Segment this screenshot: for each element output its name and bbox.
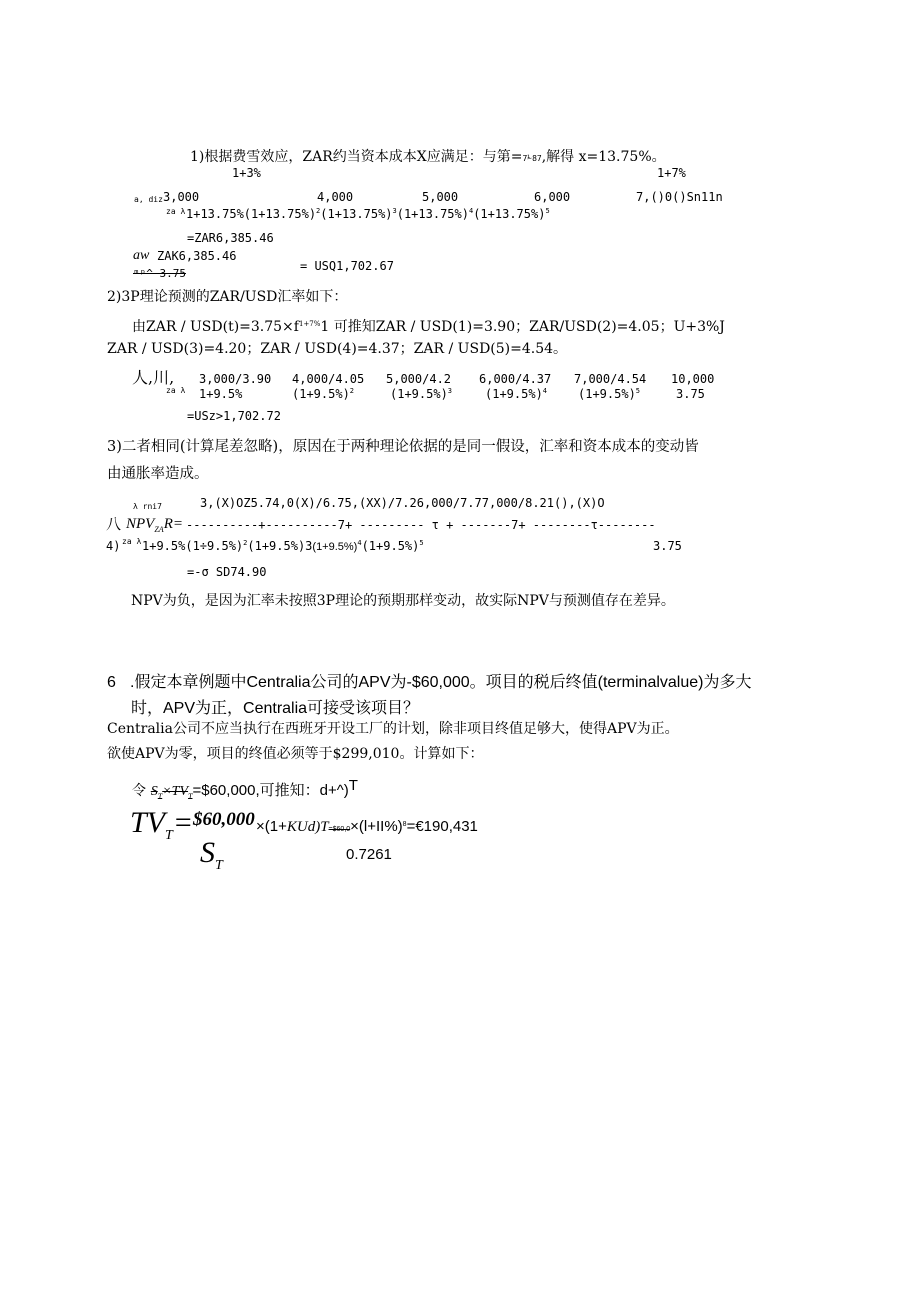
q6-f1-s: S (150, 784, 158, 799)
q6-f1-end: =$60,000,可推知：d+^) (192, 782, 349, 799)
p3-eq-lead: 八 (106, 515, 122, 533)
p1-denoms (186, 208, 550, 220)
p1-result: =ZAR6,385.46 (187, 231, 274, 245)
q6-line1: .假定本章例题中Centralia公司的APV为-$60,000。项目的税后终值(terminalvalue)为多大 (130, 674, 752, 691)
p3-top-lead: λ rni7 (133, 502, 162, 511)
p2-den-1-text: (1+9.5%) (292, 387, 350, 401)
q6-formula1 (132, 778, 358, 801)
p2-den-5: 3.75 (676, 387, 705, 401)
p2-den-1 (292, 388, 354, 400)
q6-big-mid: ×(1+ (256, 818, 287, 835)
p2-num-2: 5,000/4.2 (386, 372, 452, 386)
p1-line1-end: ,解得 x=13.75%。 (541, 149, 666, 165)
p1-exp-0: 2 (316, 207, 321, 215)
p3-l4-sub: za λ (122, 537, 142, 546)
p1-row-lead-a: a, diz (134, 195, 163, 204)
q6-big-kud: KUd) (286, 819, 321, 835)
p3-l4-mid: (1+9.5%)3 (247, 539, 313, 553)
q6-big-end: ×(l+II%) (350, 818, 403, 835)
p3-line2: 由通胀率造成。 (107, 466, 209, 482)
p3-l4-dens-text: 1+9.5%(1÷9.5%) (142, 539, 244, 553)
p1-val-2: 5,000 (422, 190, 459, 204)
q6-f1-st (151, 784, 193, 799)
p1-aw-val: ZAK6,385.46 (157, 249, 237, 263)
p2-den-2-exp: 3 (447, 387, 453, 395)
q6-big-t2: T (320, 819, 329, 835)
q6-f1-t: T (188, 791, 193, 801)
q6-answer2: 欲使APV为零，项目的终值必须等于$299,010。计算如下： (107, 746, 484, 762)
p3-l4-last: (1+9.5%) (361, 539, 420, 553)
q6-big-s (200, 838, 223, 873)
p2-den-3-text: (1+9.5%) (485, 387, 543, 401)
p3-l4-e4: 4 (357, 539, 362, 547)
p1-row-lead-b: za λ (166, 207, 186, 216)
q6-f1-s-t: T (157, 791, 163, 801)
p1-aw: aw (133, 248, 150, 263)
p1-aw-den: ᵐᵖ^ 3.75 (133, 267, 186, 280)
p3-l4-mid2: (1+9.5%) (312, 541, 358, 553)
p3-note: NPV为负，是因为汇率未按照3P理论的预期那样变动，故实际NPV与预测值存在差异。 (131, 593, 675, 609)
p1-exp-2: 4 (468, 207, 474, 215)
q6-big-tv (130, 808, 193, 843)
q6-answer1: Centralia公司不应当执行在西班牙开设工厂的计划，除非项目终值足够大，使得APV为正。 (107, 721, 679, 737)
p1-val-1: 4,000 (317, 190, 354, 204)
p2-lead-sub: za λ (166, 386, 186, 395)
p3-l4-e2: 2 (243, 539, 248, 547)
q6-big-num: $60,000 (193, 809, 255, 830)
p3-eq-npv-sub: ZA (154, 525, 164, 534)
p2-line1-sup: 1+7% (298, 320, 321, 328)
p2-num-3: 6,000/4.37 (479, 372, 552, 386)
p2-den-0: 1+9.5% (199, 387, 243, 401)
p1-line1-text: 1)根据费雪效应，ZAR约当资本成本X应满足：与第= (190, 149, 523, 165)
p2-line1-text: 由ZAR / USD(t)=3.75×f (132, 319, 299, 335)
q6-f1-sup: T (348, 777, 358, 794)
p1-aw-res: = USQ1,702.67 (300, 259, 394, 273)
q6-big-s-t: T (215, 858, 223, 873)
p1-val-4: 7,()0()Sn11n (636, 190, 723, 204)
p1-den-1: (1+13.75%) (243, 207, 317, 221)
q6-line2: 时，APV为正，Centralia可接受该项目？ (131, 700, 420, 717)
p3-result: =-σ SD74.90 (187, 565, 267, 579)
p1-sub-right: 1+7% (657, 166, 686, 180)
p2-den-3 (485, 388, 547, 400)
p2-head: 2)3P理论预测的ZAR/USD汇率如下： (107, 289, 348, 305)
p1-val-0: 3,000 (163, 190, 200, 204)
p2-num-0: 3,000/3.90 (199, 372, 272, 386)
p1-val-3: 6,000 (534, 190, 571, 204)
p1-den-0: 1+13.75% (186, 207, 244, 221)
p2-line2: ZAR / USD(3)=4.20；ZAR / USD(4)=4.37；ZAR / USD(5)=4.54。 (107, 341, 568, 357)
p2-den-1-exp: 2 (349, 387, 355, 395)
p1-exp-3: 5 (545, 207, 550, 215)
p3-top-nums: 3,(X)OZ5.74,0(X)/6.75,(XX)/7.26,000/7.77,000/8.21(),(X)O (200, 496, 605, 510)
p2-line1-end: 1 可推知ZAR / USD(1)=3.90；ZAR/USD(2)=4.05；U+3%J (320, 319, 725, 335)
p3-l4: 4) (106, 539, 121, 553)
p1-den-2: (1+13.75%) (320, 207, 393, 221)
p2-lead: 人,川, (132, 368, 175, 387)
p2-den-2 (390, 388, 452, 400)
p3-eq-dashes: ----------+----------7+ --------- τ + -------7+ --------τ-------- (186, 518, 656, 532)
p3-l4-dens (142, 540, 424, 553)
q6-big-eq: = (172, 806, 194, 839)
p3-l4-e5: 5 (419, 539, 424, 547)
q6-big-den: 0.7261 (346, 846, 392, 863)
p1-den-4: (1+13.75%) (473, 207, 546, 221)
q6-f1-lead: 令 (132, 783, 146, 799)
p1-sub-left: 1+3% (232, 166, 261, 180)
q6-number: 6 (107, 674, 116, 691)
q6-big-s-text: S (200, 836, 215, 869)
p1-line1 (190, 150, 666, 164)
p2-num-4: 7,000/4.54 (574, 372, 647, 386)
q6-f1-mid: ×TV (162, 784, 189, 799)
p3-eq-npv-text: NPV (126, 516, 155, 532)
p3-eq-r: R= (163, 516, 183, 532)
p2-result: =USz>1,702.72 (187, 409, 281, 423)
p2-den-4 (578, 388, 640, 400)
p2-den-4-text: (1+9.5%) (578, 387, 636, 401)
p2-den-3-exp: 4 (542, 387, 548, 395)
p2-num-1: 4,000/4.05 (292, 372, 365, 386)
p2-den-4-exp: 5 (635, 387, 641, 395)
q6-big-tv-text: TV (130, 806, 166, 839)
q6-big-res: =€190,431 (406, 818, 478, 835)
q6-big-small: =$60,0 (328, 826, 351, 833)
p1-den-3: (1+13.75%) (396, 207, 469, 221)
q6-big-tv-t: T (165, 828, 173, 843)
p1-line1-frac: 7⅟87 (522, 154, 542, 163)
p3-line1: 3)二者相同(计算尾差忽略)，原因在于两种理论依据的是同一假设，汇率和资本成本的变动皆 (107, 439, 699, 455)
p1-exp-1: 3 (392, 207, 397, 215)
p3-eq-npv (126, 517, 183, 534)
p2-den-2-text: (1+9.5%) (390, 387, 448, 401)
q6-big-sup8: 8 (402, 821, 407, 828)
p2-line1 (132, 320, 725, 334)
p3-l4-right: 3.75 (653, 539, 682, 553)
q6-big-rest (256, 819, 478, 835)
p2-num-5: 10,000 (671, 372, 715, 386)
